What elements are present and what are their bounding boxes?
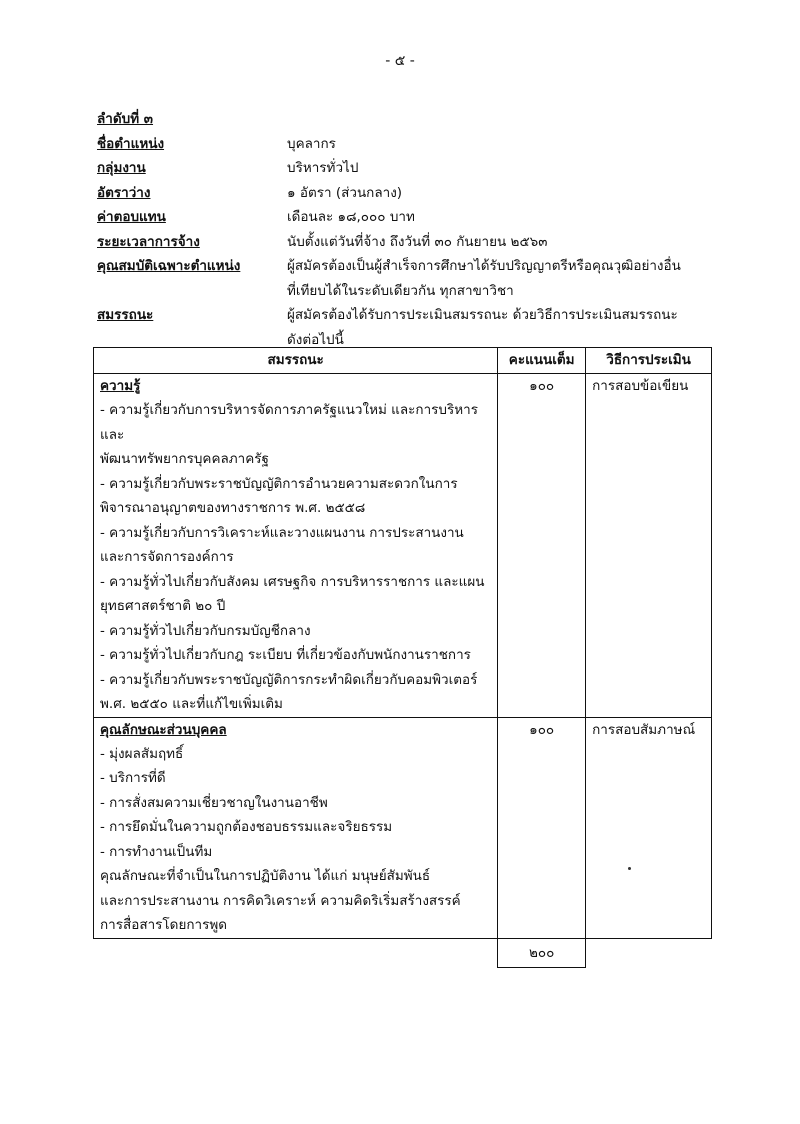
info-row: [97, 254, 717, 303]
info-row: [97, 303, 717, 352]
competency-item-line: คุณลักษณะที่จำเป็นในการปฏิบัติงาน ได้แก่ มนุษย์สัมพันธ์: [100, 868, 431, 884]
competency-item-line: - บริการที่ดี: [100, 770, 166, 786]
info-row: [97, 156, 717, 181]
info-value: [287, 156, 717, 181]
competency-item-line: - มุ่งผลสัมฤทธิ์: [100, 745, 184, 762]
info-row: [97, 132, 717, 157]
competency-item-line: ยุทธศาสตร์ชาติ ๒๐ ปี: [100, 598, 226, 614]
competency-item-line: - การทำงานเป็นทีม: [100, 843, 213, 860]
info-label: อัตราว่าง: [97, 184, 151, 201]
info-value-line: นับตั้งแต่วันที่จ้าง ถึงวันที่ ๓๐ กันยายน ๒๕๖๓: [287, 233, 548, 250]
competency-item-line: - การยึดมั่นในความถูกต้องชอบธรรมและจริยธรรม: [100, 819, 393, 835]
total-score-cell: ๒๐๐: [498, 938, 586, 967]
info-value-line: เดือนละ ๑๘,๐๐๐ บาท: [287, 209, 415, 225]
table-row: [94, 717, 712, 938]
table-row: [94, 374, 712, 718]
info-value: [287, 254, 717, 303]
competency-item-line: - การสั่งสมความเชี่ยวชาญในงานอาชีพ: [100, 794, 328, 811]
competency-item-line: และการประสานงาน การคิดวิเคราะห์ ความคิดริเริ่มสร้างสรรค์: [100, 892, 461, 909]
info-value-line: บริหารทั่วไป: [287, 160, 359, 176]
competency-item-line: - ความรู้เกี่ยวกับพระราชบัญญัติการอำนวยความสะดวกในการ: [100, 475, 458, 492]
competency-item-line: - ความรู้เกี่ยวกับการวิเคราะห์และวางแผนงาน การประสานงาน: [100, 524, 464, 541]
info-value: [287, 132, 717, 157]
total-blank-cell: [94, 938, 498, 967]
competency-item-line: การสื่อสารโดยการพูด: [100, 917, 228, 933]
info-value-line: บุคลากร: [287, 135, 336, 152]
competency-item-line: - ความรู้เกี่ยวกับการบริหารจัดการภาครัฐแนวใหม่ และการบริหารและ: [100, 402, 478, 443]
assessment-method-cell: การสอบข้อเขียน: [586, 374, 712, 718]
total-blank-cell: [586, 938, 712, 967]
competency-item-line: พัฒนาทรัพยากรบุคคลภาครัฐ: [100, 451, 269, 467]
stray-mark: [628, 867, 631, 870]
header-competency: สมรรถนะ: [94, 348, 498, 374]
competency-table: [93, 347, 712, 968]
table-header-row: [94, 348, 712, 374]
info-value-line: ดังต่อไปนี้: [287, 331, 344, 348]
info-value: [287, 230, 717, 255]
info-row: [97, 107, 717, 132]
info-label: ค่าตอบแทน: [97, 209, 166, 225]
competency-item-line: และการจัดการองค์การ: [100, 549, 234, 565]
info-value-line: ผู้สมัครต้องเป็นผู้สำเร็จการศึกษาได้รับปริญญาตรีหรือคุณวุฒิอย่างอื่น: [287, 258, 681, 274]
info-value-line: ผู้สมัครต้องได้รับการประเมินสมรรถนะ ด้วยวิธีการประเมินสมรรถนะ: [287, 307, 678, 323]
competency-item-line: - ความรู้เกี่ยวกับพระราชบัญญัติการกระทำผิดเกี่ยวกับคอมพิวเตอร์: [100, 671, 478, 688]
info-label: ลำดับที่ ๓: [97, 111, 154, 127]
info-label: ระยะเวลาการจ้าง: [97, 233, 200, 250]
info-value: [287, 303, 717, 352]
info-label: ชื่อตำแหน่ง: [97, 135, 165, 152]
info-row: [97, 230, 717, 255]
info-value: [287, 181, 717, 206]
info-value-line: ที่เทียบได้ในระดับเดียวกัน ทุกสาขาวิชา: [287, 282, 514, 299]
info-row: [97, 181, 717, 206]
competency-cell: [94, 717, 498, 938]
full-score-cell: ๑๐๐: [498, 374, 586, 718]
info-value-line: ๑ อัตรา (ส่วนกลาง): [287, 184, 403, 201]
header-method: วิธีการประเมิน: [586, 348, 712, 374]
page-number: - ๕ -: [385, 53, 415, 69]
header-full-score: คะแนนเต็ม: [498, 348, 586, 374]
competency-title: ความรู้: [100, 378, 141, 394]
info-row: [97, 205, 717, 230]
competency-item-line: พิจารณาอนุญาตของทางราชการ พ.ศ. ๒๕๕๘: [100, 500, 366, 516]
info-label: กลุ่มงาน: [97, 160, 146, 176]
competency-item-line: พ.ศ. ๒๕๕๐ และที่แก้ไขเพิ่มเติม: [100, 696, 283, 712]
info-label: สมรรถนะ: [97, 307, 154, 323]
competency-title: คุณลักษณะส่วนบุคคล: [100, 721, 227, 738]
info-value: [287, 205, 717, 230]
full-score-cell: ๑๐๐: [498, 717, 586, 938]
competency-item-line: - ความรู้ทั่วไปเกี่ยวกับสังคม เศรษฐกิจ การบริหารราชการ และแผน: [100, 573, 485, 590]
competency-cell: [94, 374, 498, 718]
competency-item-line: - ความรู้ทั่วไปเกี่ยวกับกรมบัญชีกลาง: [100, 622, 311, 639]
info-label: คุณสมบัติเฉพาะตำแหน่ง: [97, 258, 241, 274]
total-row: [94, 938, 712, 967]
position-info: [97, 107, 717, 352]
assessment-method-cell: การสอบสัมภาษณ์: [586, 717, 712, 938]
competency-item-line: - ความรู้ทั่วไปเกี่ยวกับกฎ ระเบียบ ที่เกี่ยวข้องกับพนักงานราชการ: [100, 647, 471, 663]
info-value: [287, 107, 717, 132]
